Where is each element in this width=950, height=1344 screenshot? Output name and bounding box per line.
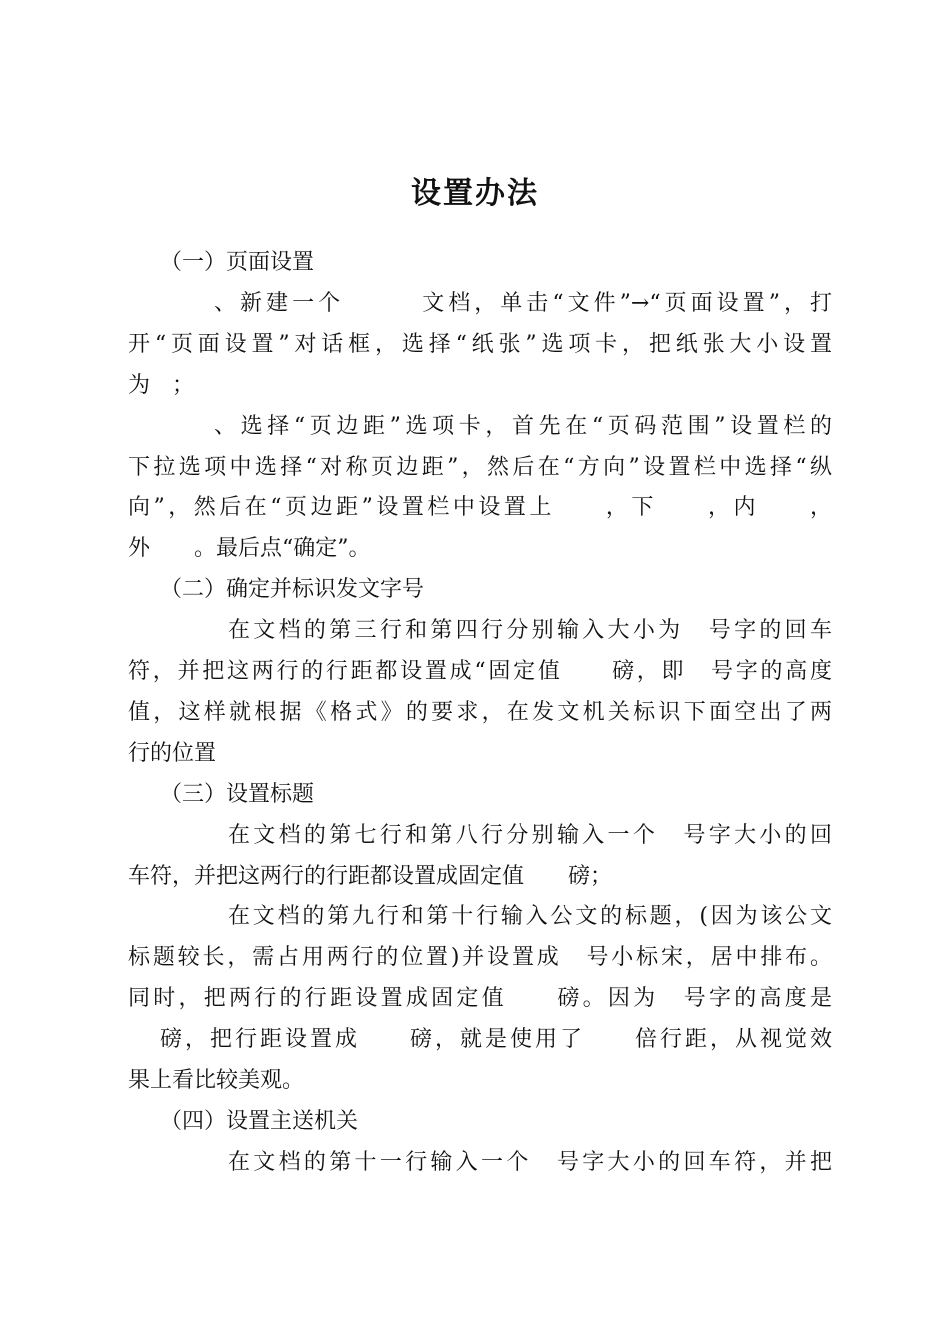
text-line: 为 ； [128, 372, 195, 398]
page-title: 设置办法 [411, 176, 539, 211]
text-line: 在文档的第七行和第八行分别输入一个 号字大小的回 [228, 822, 832, 848]
text-line: （三）设置标题 [160, 781, 315, 807]
text-line: 、选择“页边距”选项卡，首先在“页码范围”设置栏的 [214, 413, 832, 439]
text-line: 向”，然后在“页边距”设置栏中设置上 ，下 ，内 ， [128, 495, 832, 521]
text-line: 开“页面设置”对话框，选择“纸张”选项卡，把纸张大小设置 [128, 331, 832, 357]
text-line: （一）页面设置 [160, 250, 315, 275]
text-line: 同时，把两行的行距设置成固定值 磅。因为 号字的高度是 [128, 986, 832, 1012]
text-line: 、新建一个 文档，单击“文件”→“页面设置”，打 [214, 290, 832, 316]
text-line: 车符，并把这两行的行距都设置成固定值 磅； [128, 863, 613, 889]
text-line: 外 。最后点“确定”。 [128, 536, 371, 562]
text-line: 下拉选项中选择“对称页边距”，然后在“方向”设置栏中选择“纵 [128, 454, 832, 480]
text-line: 在文档的第十一行输入一个 号字大小的回车符，并把 [228, 1149, 832, 1175]
text-line: （四）设置主送机关 [160, 1108, 359, 1134]
text-line: （二）确定并标识发文字号 [160, 577, 425, 603]
text-line: 磅，把行距设置成 磅，就是使用了 倍行距，从视觉效 [160, 1027, 832, 1053]
text-line: 在文档的第三行和第四行分别输入大小为 号字的回车 [228, 618, 832, 644]
text-line: 在文档的第九行和第十行输入公文的标题，(因为该公文 [228, 904, 832, 930]
text-line: 值，这样就根据《格式》的要求，在发文机关标识下面空出了两 [128, 699, 832, 725]
text-line: 符，并把这两行的行距都设置成“固定值 磅，即 号字的高度 [128, 659, 832, 684]
text-line: 行的位置 [128, 740, 217, 766]
text-line: 果上看比较美观。 [128, 1068, 305, 1093]
text-line: 标题较长，需占用两行的位置)并设置成 号小标宋，居中排布。 [128, 945, 832, 971]
